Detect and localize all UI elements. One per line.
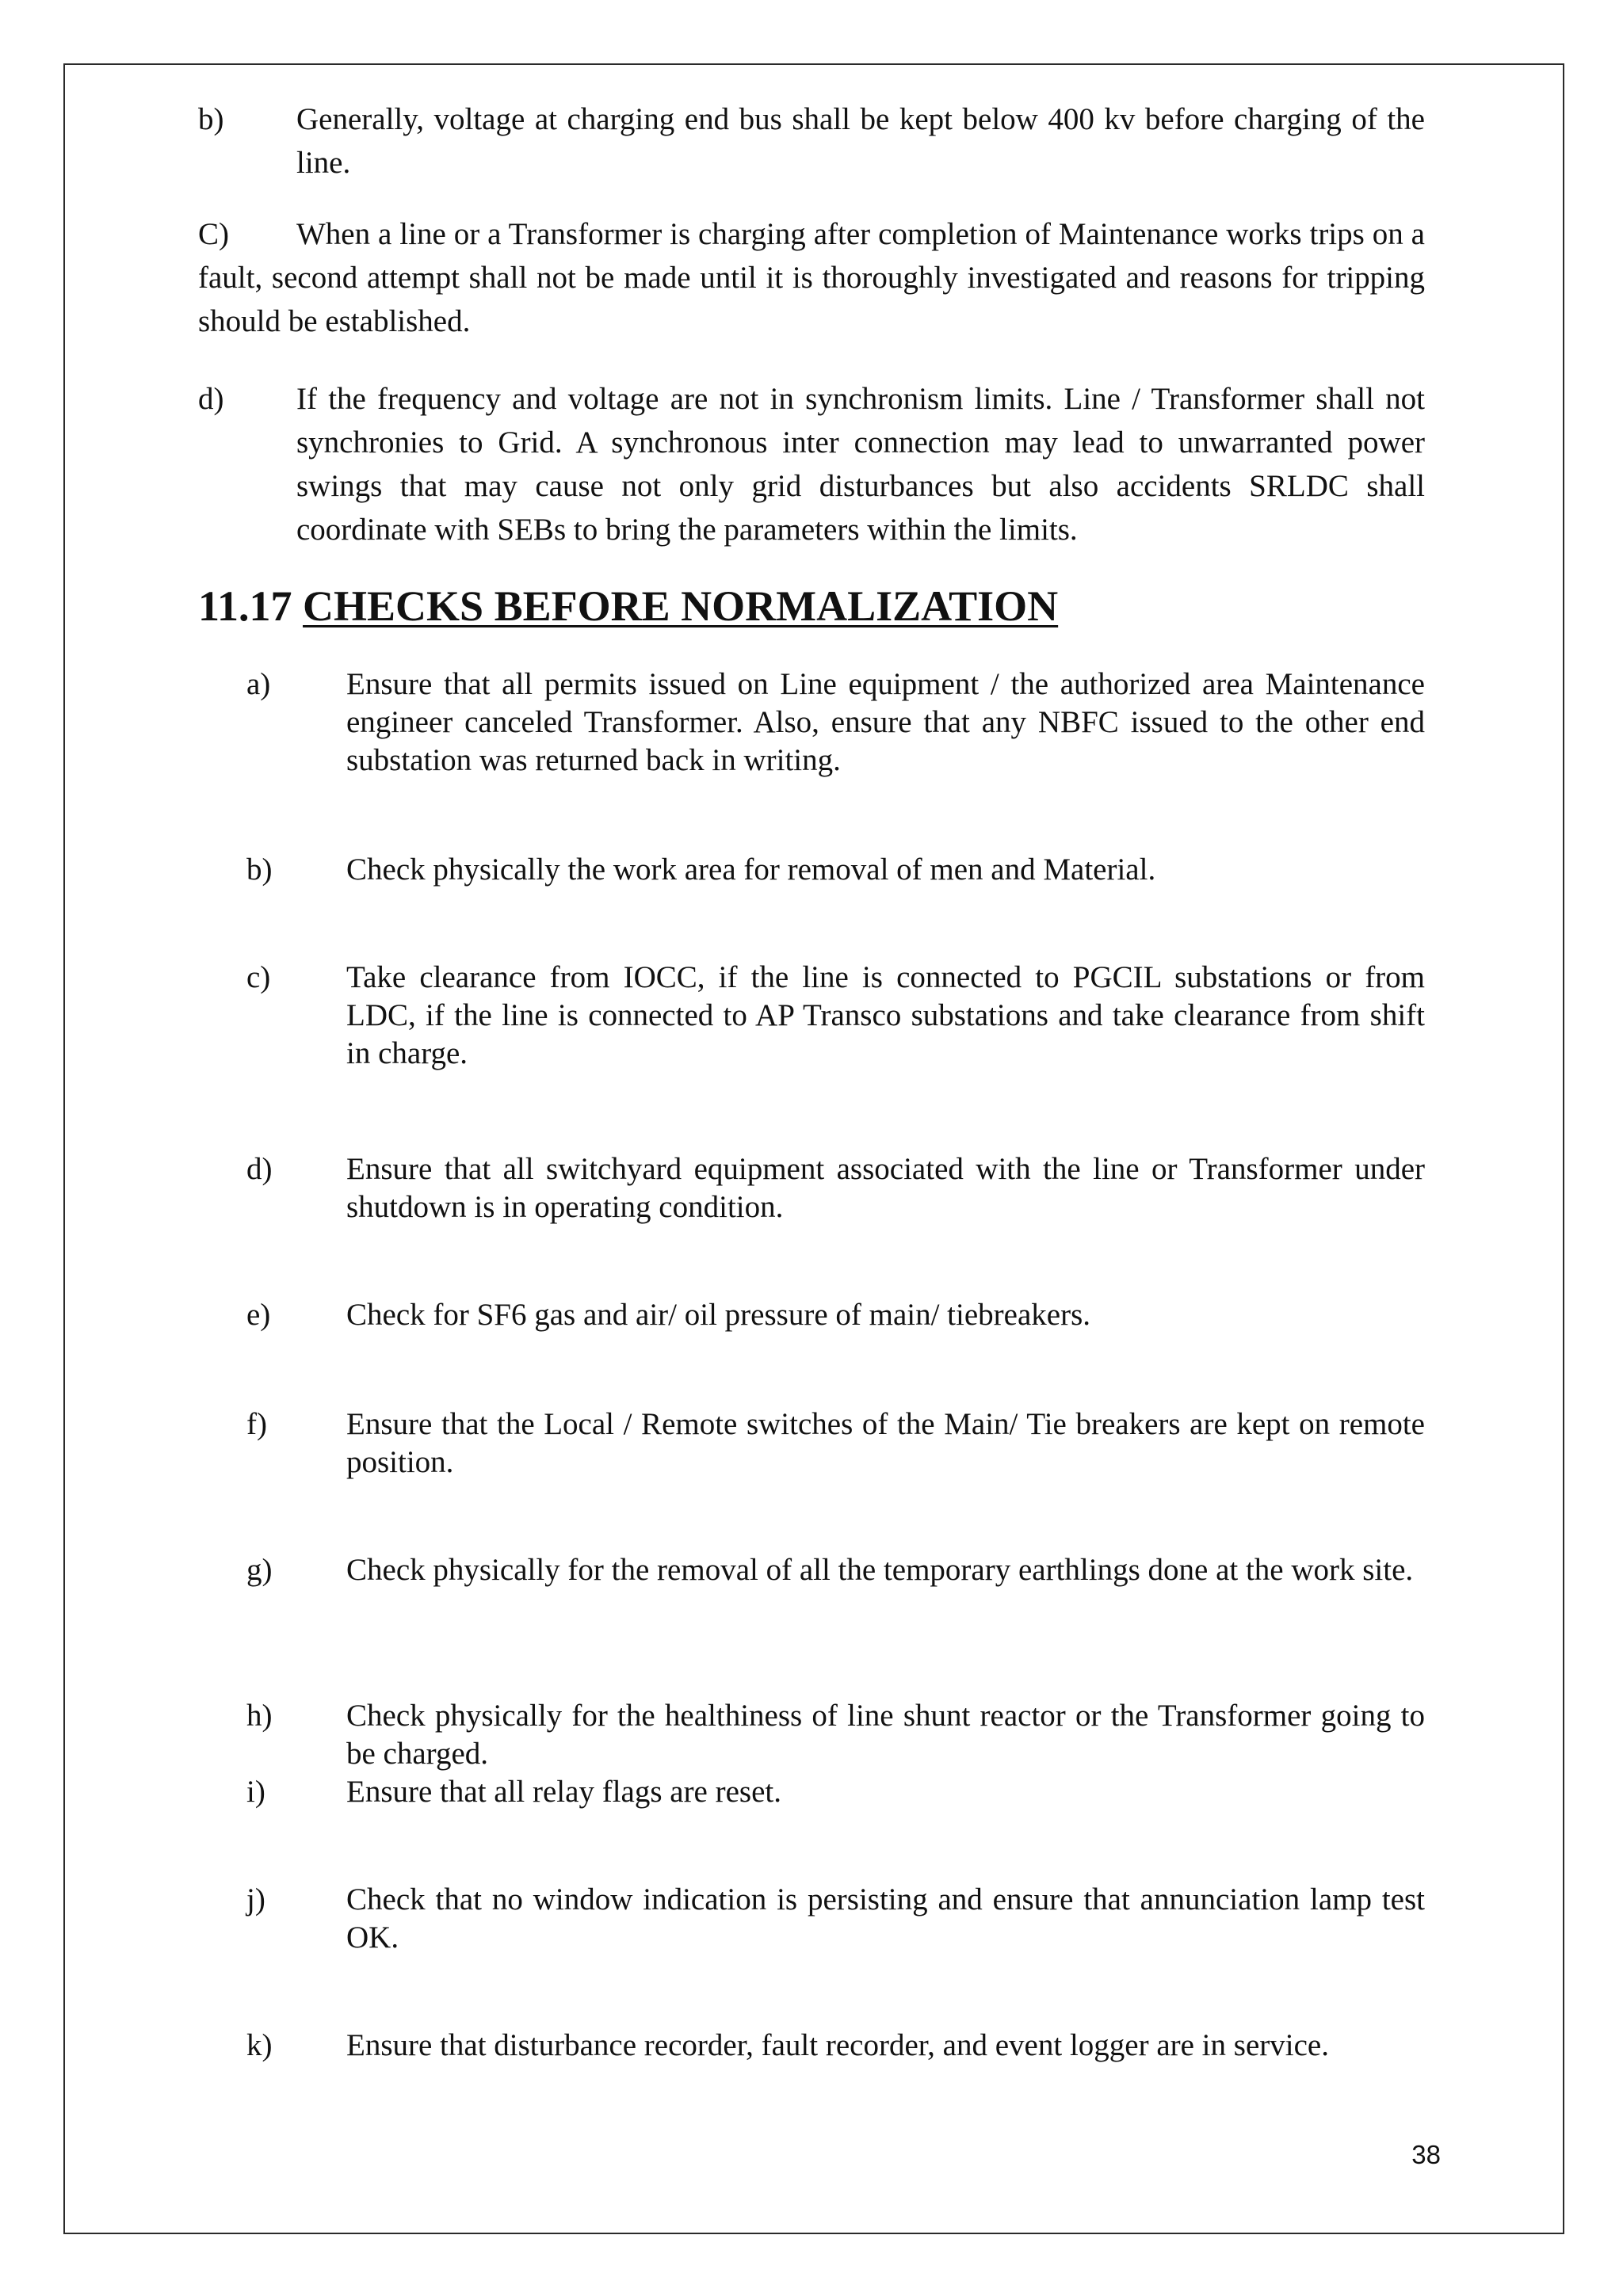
checklist-label-h: h) xyxy=(246,1699,273,1733)
checklist-label-i: i) xyxy=(246,1775,265,1809)
checklist-label-b: b) xyxy=(246,852,273,887)
page-number: 38 xyxy=(1411,2140,1441,2169)
checklist-text-b: Check physically the work area for removal of men and Material. xyxy=(346,852,1156,887)
checklist-text-f: Ensure that the Local / Remote switches of the Main/ Tie breakers are kept on remote position. xyxy=(346,1407,1425,1479)
checklist-label-g: g) xyxy=(246,1553,273,1587)
item-label-c: C) xyxy=(198,217,229,251)
item-text-c: When a line or a Transformer is charging after completion of Maintenance works trips on a fault, second attempt shall not be made until it is thoroughly investigated and reasons for tripping should be established. xyxy=(198,217,1425,338)
section-title: CHECKS BEFORE NORMALIZATION xyxy=(303,582,1059,630)
item-text-d: If the frequency and voltage are not in synchronism limits. Line / Transformer shall not synchronies to Grid. A synchronous inter connection may lead to unwarranted power swings that may cause not only grid disturbances but also accidents SRLDC shall coordinate with SEBs to bring the parameters within the limits. xyxy=(296,382,1425,547)
section-number: 11.17 xyxy=(198,582,292,630)
item-label-b: b) xyxy=(198,102,224,136)
item-c-paragraph xyxy=(198,212,1425,343)
checklist-text-e: Check for SF6 gas and air/ oil pressure of main/ tiebreakers. xyxy=(346,1298,1090,1332)
section-heading xyxy=(198,578,1058,634)
checklist-label-d: d) xyxy=(246,1152,273,1186)
checklist-text-a: Ensure that all permits issued on Line equipment / the authorized area Maintenance engineer canceled Transformer. Also, ensure that any NBFC issued to the other end substation was returned back in writing. xyxy=(346,667,1425,777)
checklist-label-c: c) xyxy=(246,960,271,994)
checklist-text-c: Take clearance from IOCC, if the line is connected to PGCIL substations or from LDC, if the line is connected to AP Transco substations and take clearance from shift in charge. xyxy=(346,960,1425,1070)
checklist-label-f: f) xyxy=(246,1407,267,1441)
checklist-text-d: Ensure that all switchyard equipment associated with the line or Transformer under shutdown is in operating condition. xyxy=(346,1152,1425,1224)
checklist-text-k: Ensure that disturbance recorder, fault recorder, and event logger are in service. xyxy=(346,2028,1329,2062)
item-text-b: Generally, voltage at charging end bus shall be kept below 400 kv before charging of the line. xyxy=(296,102,1425,180)
checklist-label-e: e) xyxy=(246,1298,271,1332)
checklist-label-j: j) xyxy=(246,1882,265,1917)
checklist-label-a: a) xyxy=(246,667,271,701)
checklist-label-k: k) xyxy=(246,2028,273,2062)
checklist-text-j: Check that no window indication is persisting and ensure that annunciation lamp test OK. xyxy=(346,1882,1425,1955)
checklist-text-i: Ensure that all relay flags are reset. xyxy=(346,1775,781,1809)
item-label-d: d) xyxy=(198,382,224,416)
checklist-text-g: Check physically for the removal of all the temporary earthlings done at the work site. xyxy=(346,1553,1414,1587)
checklist-text-h: Check physically for the healthiness of line shunt reactor or the Transformer going to be charged. xyxy=(346,1699,1425,1771)
